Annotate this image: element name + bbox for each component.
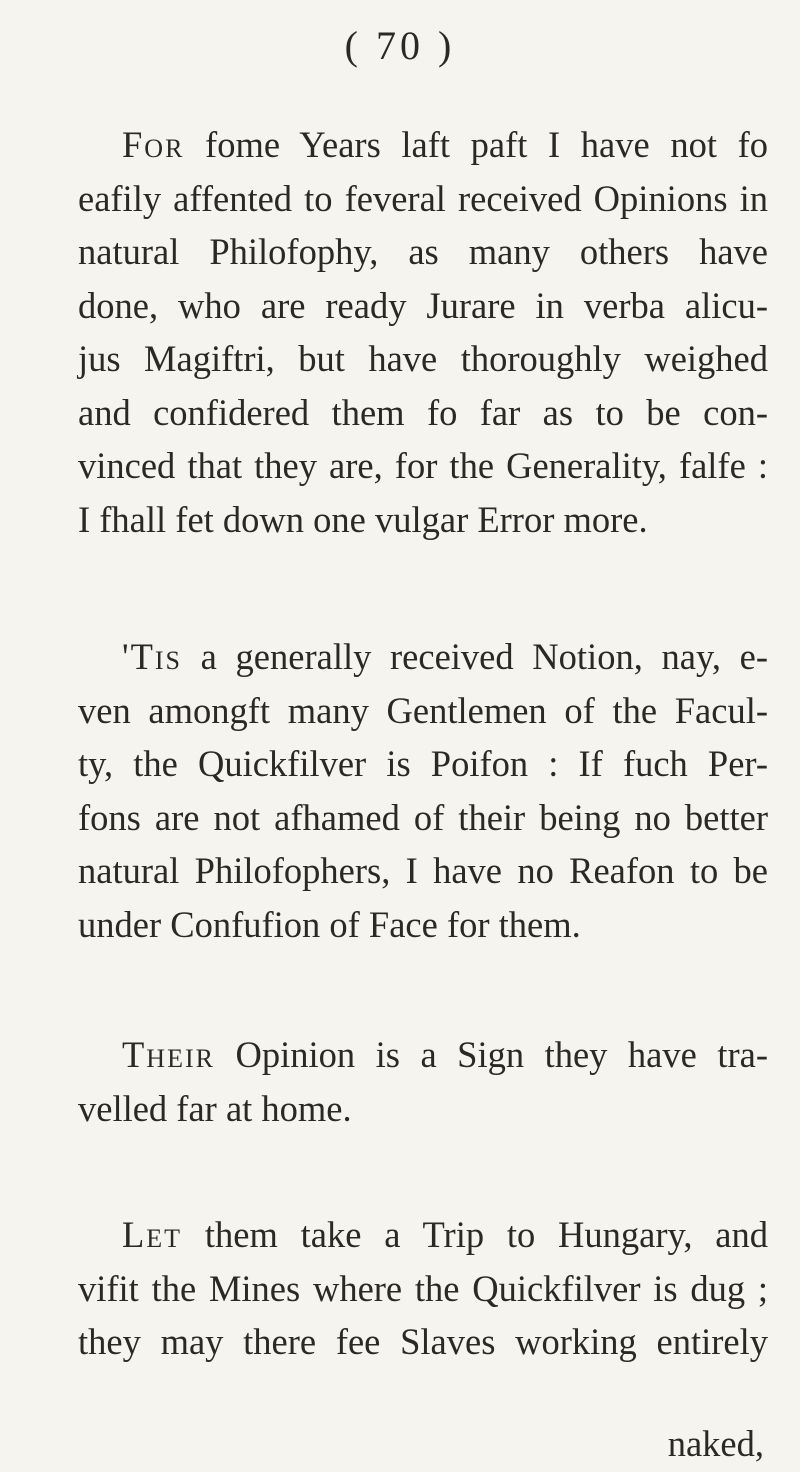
text-line: 'Tis a generally received Notion, nay, e- — [122, 636, 768, 677]
text-line: and confidered them fo far as to be con- — [78, 391, 768, 433]
catchword: naked, — [667, 1423, 764, 1464]
initial-word: 'Tis — [122, 636, 182, 677]
text-line: natural Philofophers, I have no Reafon to be — [78, 850, 768, 891]
text-line: jus Magiftri, but have thoroughly weighed — [78, 338, 768, 379]
text-line: I fhall fet down one vulgar Error more. — [78, 498, 648, 540]
paragraph-3 — [78, 1028, 768, 1135]
text-line: ven amongft many Gentlemen of the Facul- — [78, 689, 768, 731]
text-line: vinced that they are, for the Generality, falfe : — [78, 445, 768, 486]
text-line: under Confufion of Face for them. — [78, 903, 581, 945]
text-line: ty, the Quickfilver is Poifon : If fuch Per- — [78, 743, 768, 784]
page-number: ( 70 ) — [344, 23, 456, 68]
text-line: vifit the Mines where the Quickfilver is dug ; — [78, 1267, 768, 1309]
paragraph-2 — [78, 630, 768, 951]
text-line: fons are not afhamed of their being no better — [78, 796, 768, 838]
paragraph-4 — [78, 1208, 768, 1369]
text-line: natural Philofophy, as many others have — [78, 231, 768, 272]
text-line: done, who are ready Jurare in verba alicu- — [78, 284, 768, 326]
initial-word: For — [122, 124, 185, 165]
text-line: velled far at home. — [78, 1087, 352, 1129]
text-line: Let them take a Trip to Hungary, and — [122, 1214, 768, 1255]
text-line: Their Opinion is a Sign they have tra- — [122, 1034, 768, 1075]
text-line: they may there fee Slaves working entirely — [78, 1321, 768, 1362]
initial-word: Let — [122, 1214, 183, 1255]
initial-word: Their — [122, 1034, 215, 1075]
text-line: eafily affented to feveral received Opinions in — [78, 177, 768, 219]
paragraph-1 — [78, 118, 768, 546]
text-line: For fome Years laft paft I have not fo — [122, 124, 768, 165]
